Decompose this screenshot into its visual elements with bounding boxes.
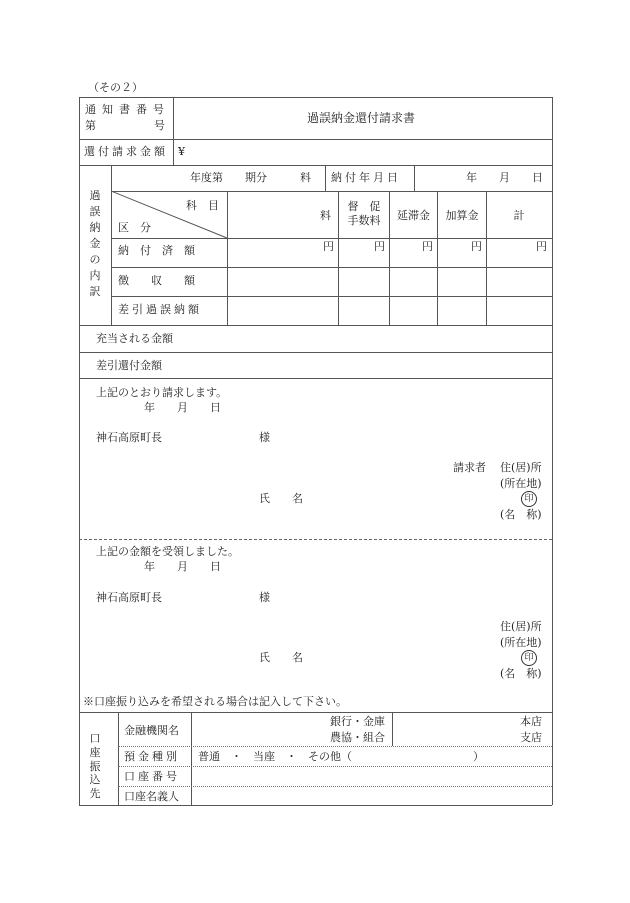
- receipt-statement: 上記の金額を受領しました。: [96, 545, 239, 558]
- form-title: 過誤納金還付請求書: [307, 111, 416, 125]
- request-honorific: 様: [259, 431, 270, 444]
- receipt-seal-mark: 印: [521, 650, 537, 666]
- branch-sub: 支店: [520, 731, 542, 744]
- request-location-label: (所在地): [500, 477, 542, 490]
- row-paid-label: 納 付 済 額: [118, 244, 195, 257]
- receipt-location-label: (所在地): [500, 636, 542, 649]
- account-holder-input[interactable]: [194, 788, 549, 804]
- col-header-fee: 料: [320, 209, 331, 222]
- bank-side-label: 口座振込先: [89, 732, 101, 800]
- refund-amount-input[interactable]: [192, 144, 542, 160]
- diag-upper-label: 科 目: [186, 199, 219, 212]
- request-address-label: 住(居)所: [500, 461, 542, 474]
- details-side-label: 過誤納金の内訳: [89, 189, 101, 298]
- row-paid-cell-surcharge[interactable]: 円: [471, 240, 482, 253]
- account-holder-label: 口座名義人: [124, 790, 179, 803]
- receipt-address-label: 住(居)所: [500, 620, 542, 633]
- refund-amount-label: 還付請求金額: [84, 145, 168, 158]
- institution-name-input[interactable]: [194, 714, 324, 744]
- page-label: （その２）: [88, 81, 143, 94]
- branch-main: 本店: [520, 715, 542, 728]
- notice-number-label: 通知書番号: [85, 103, 170, 116]
- row-overpaid-cell-surcharge[interactable]: [438, 300, 482, 320]
- deposit-type-options[interactable]: 普通 ・ 当座 ・ その他（ ）: [198, 750, 484, 763]
- institution-label: 金融機関名: [124, 724, 179, 737]
- row-collected-cell-fee[interactable]: [228, 271, 334, 291]
- notice-number-suffix: 号: [154, 119, 165, 132]
- request-statement: 上記のとおり請求します。: [96, 386, 228, 399]
- receipt-addressee: 神石高原町長: [96, 591, 162, 604]
- payment-date-label: 納付年月日: [331, 171, 401, 184]
- bank-note: ※口座振り込みを希望される場合は記入して下さい。: [83, 695, 347, 708]
- institution-type-1: 銀行・金庫: [330, 715, 385, 728]
- row-paid-cell-total[interactable]: 円: [536, 240, 547, 253]
- col-header-surcharge: 加算金: [445, 209, 479, 222]
- col-header-reminder-fee: 督 促 手数料: [347, 200, 381, 227]
- row-paid-cell-reminder[interactable]: 円: [374, 240, 385, 253]
- col-header-late-fee: 延滞金: [397, 209, 430, 222]
- row-overpaid-cell-fee[interactable]: [228, 300, 334, 320]
- row-collected-cell-late[interactable]: [390, 271, 433, 291]
- col-header-total: 計: [513, 209, 525, 222]
- row-collected-label: 徴 収 額: [118, 274, 195, 287]
- request-date: 年 月 日: [144, 401, 221, 414]
- deposit-type-label: 預金種別: [124, 750, 180, 763]
- row-collected-cell-reminder[interactable]: [339, 271, 385, 291]
- row-paid-cell-late[interactable]: 円: [422, 240, 433, 253]
- row-collected-cell-total[interactable]: [487, 271, 547, 291]
- request-name-label: 氏 名: [259, 492, 303, 505]
- row-paid-cell-fee[interactable]: 円: [323, 240, 334, 253]
- account-number-input[interactable]: [194, 768, 549, 784]
- account-number-label: 口座番号: [124, 770, 180, 783]
- net-refund-label: 差引還付金額: [96, 359, 162, 372]
- receipt-honorific: 様: [259, 591, 270, 604]
- request-addressee: 神石高原町長: [96, 431, 162, 444]
- row-overpaid-label: 差引過誤納額: [118, 303, 202, 316]
- branch-name-input[interactable]: [395, 714, 515, 744]
- diag-lower-label: 区 分: [118, 221, 151, 234]
- request-seal-mark: 印: [521, 491, 537, 507]
- yen-symbol: ¥: [178, 145, 185, 158]
- request-title-label: (名 称): [500, 508, 542, 521]
- notice-number-prefix: 第: [85, 119, 96, 132]
- receipt-title-label: (名 称): [500, 667, 542, 680]
- row-overpaid-cell-reminder[interactable]: [339, 300, 385, 320]
- row-overpaid-cell-total[interactable]: [487, 300, 547, 320]
- institution-type-2: 農協・組合: [330, 731, 385, 744]
- receipt-name-label: 氏 名: [259, 651, 303, 664]
- receipt-date: 年 月 日: [144, 560, 221, 573]
- applied-amount-label: 充当される金額: [96, 332, 173, 345]
- row-overpaid-cell-late[interactable]: [390, 300, 433, 320]
- payment-date-fields: 年 月 日: [466, 171, 543, 184]
- claimant-label: 請求者: [453, 461, 486, 474]
- row-collected-cell-surcharge[interactable]: [438, 271, 482, 291]
- fiscal-year-text: 年度第 期分 料: [190, 171, 311, 184]
